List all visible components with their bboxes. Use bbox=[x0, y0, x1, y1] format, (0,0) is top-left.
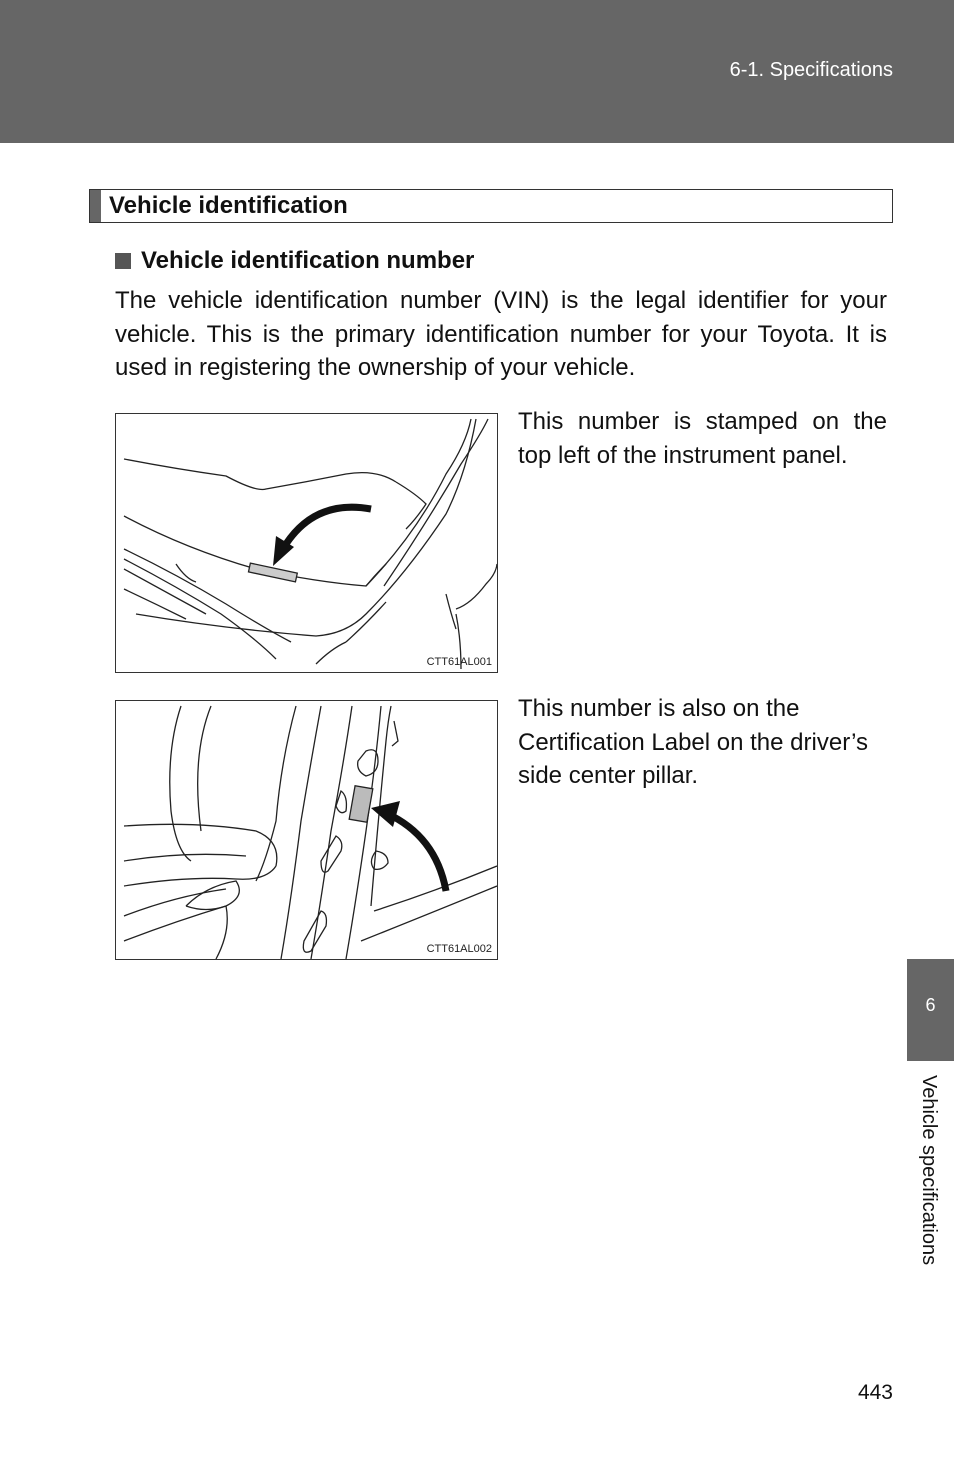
chapter-tab bbox=[907, 959, 954, 1061]
center-pillar-figure bbox=[115, 700, 498, 960]
vin-description: The vehicle identification number (VIN) is the legal identifier for your vehicle. This is the primary identification number for your Toyota. It is used in registering the ownership of your vehicle. bbox=[115, 287, 887, 381]
instrument-panel-figure bbox=[115, 413, 498, 673]
subsection-title: Vehicle identification number bbox=[141, 247, 475, 274]
center-pillar-illustration bbox=[116, 701, 497, 959]
figure-code: CTT61AL002 bbox=[426, 943, 492, 955]
instrument-panel-illustration bbox=[116, 414, 497, 672]
square-bullet-icon bbox=[115, 253, 131, 269]
section-title-box bbox=[89, 189, 893, 223]
instrument-panel-caption: This number is stamped on the top left of the instrument panel. bbox=[518, 408, 887, 469]
section-title: Vehicle identification bbox=[109, 192, 348, 219]
subsection-heading bbox=[115, 247, 474, 275]
chapter-number: 6 bbox=[925, 995, 936, 1015]
page-number: 443 bbox=[857, 1381, 893, 1404]
header-band bbox=[0, 0, 954, 143]
section-header: 6-1. Specifications bbox=[729, 59, 893, 81]
chapter-title: Vehicle specifications bbox=[918, 1075, 940, 1266]
center-pillar-caption: This number is also on the Certification Label on the driver’s side center pillar. bbox=[518, 695, 868, 789]
section-title-bar bbox=[90, 190, 101, 222]
figure-code: CTT61AL001 bbox=[426, 656, 492, 668]
